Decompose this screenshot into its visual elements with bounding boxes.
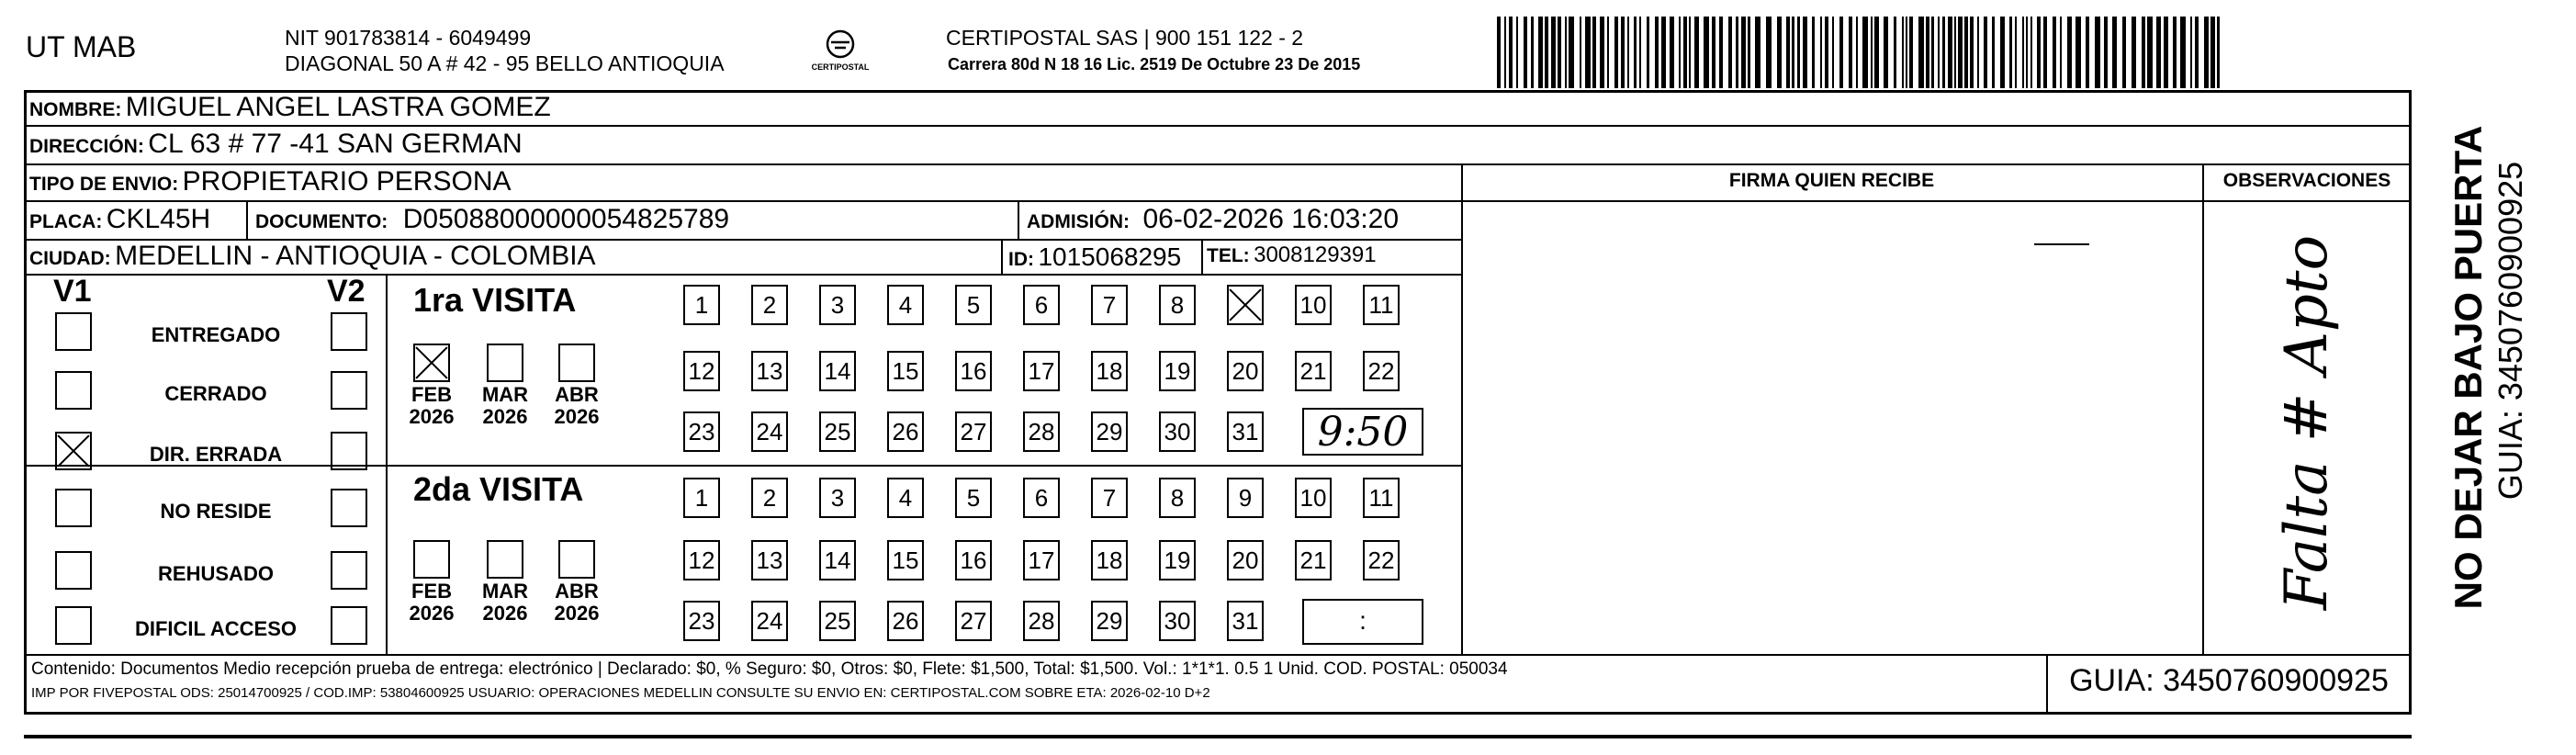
- logo-caption: CERTIPOSTAL: [811, 62, 870, 72]
- barcode-bar: [1569, 17, 1574, 88]
- admission-value: 06-02-2026 16:03:20: [1142, 204, 1400, 234]
- barcode-bar: [1786, 17, 1790, 88]
- visit1-title: 1ra VISITA: [413, 281, 577, 319]
- barcode-bar: [1931, 17, 1934, 88]
- barcode-bar: [1497, 17, 1501, 88]
- barcode-bar: [1728, 17, 1732, 88]
- month-name: ABR: [555, 383, 599, 406]
- barcode-bar: [2060, 17, 2062, 88]
- barcode-bar: [1902, 17, 1904, 88]
- guia-box: GUIA: 3450760900925: [2069, 663, 2389, 698]
- v1-checkbox[interactable]: [55, 432, 92, 470]
- day-box[interactable]: 8: [1159, 478, 1196, 518]
- v1-checkbox[interactable]: [55, 551, 92, 590]
- courier-license: Carrera 80d N 18 16 Lic. 2519 De Octubre 23 De 2015: [948, 55, 1361, 73]
- day-box[interactable]: 29: [1091, 411, 1128, 452]
- barcode-bar: [2086, 17, 2089, 88]
- day-box[interactable]: 22: [1363, 540, 1400, 580]
- day-box[interactable]: 7: [1091, 478, 1128, 518]
- day-box[interactable]: 28: [1023, 601, 1060, 641]
- barcode-bar: [1777, 17, 1782, 88]
- company-name: UT MAB: [26, 30, 137, 63]
- barcode-bar: [1679, 17, 1681, 88]
- barcode-bar: [1614, 17, 1618, 88]
- id-value: 1015068295: [1038, 242, 1182, 271]
- day-box[interactable]: 23: [683, 411, 720, 452]
- v2-header: V2: [327, 274, 366, 309]
- footer-content: Contenido: Documentos Medio recepción prueba de entrega: electrónico | Declarado: $0, % Seguro: $0, Otros: $0, Flete: $1,500, Total: $1,500. Vol.: 1*1*1. 0.5 1 Unid. COD. POSTAL: 050034: [31, 659, 1508, 679]
- barcode-bar: [1977, 17, 1979, 88]
- barcode-bar: [1884, 17, 1888, 88]
- day-box[interactable]: 5: [955, 478, 992, 518]
- barcode-bar: [1918, 17, 1924, 88]
- plate-row: [29, 204, 210, 235]
- type-row: [29, 166, 512, 197]
- id-row: [1008, 242, 1181, 272]
- barcode-bar: [1694, 17, 1699, 88]
- day-box[interactable]: 10: [1295, 285, 1332, 325]
- status-label: REHUSADO: [158, 562, 274, 585]
- barcode-bar: [2156, 17, 2161, 88]
- barcode-bar: [1849, 17, 1852, 88]
- barcode-bar: [2132, 17, 2136, 88]
- address-label: DIRECCIÓN:: [29, 136, 144, 157]
- barcode-bar: [1970, 17, 1974, 88]
- day-box[interactable]: 24: [751, 601, 788, 641]
- v2-checkbox[interactable]: [331, 432, 367, 470]
- barcode-bar: [2053, 17, 2056, 88]
- day-box[interactable]: 8: [1159, 285, 1196, 325]
- month-name: FEB: [411, 383, 452, 406]
- barcode-bar: [1948, 17, 1952, 88]
- barcode-bar: [1803, 17, 1807, 88]
- visit1-time: 9:50: [1317, 409, 1409, 456]
- barcode-bar: [2173, 17, 2177, 88]
- day-box[interactable]: 17: [1023, 540, 1060, 580]
- day-box[interactable]: 13: [751, 540, 788, 580]
- barcode-bar: [2009, 17, 2012, 88]
- day-box[interactable]: 2: [751, 478, 788, 518]
- day-box[interactable]: 3: [819, 285, 856, 325]
- admission-row: [1027, 204, 1399, 235]
- v1-checkbox[interactable]: [55, 606, 92, 645]
- month-label: [404, 384, 459, 428]
- barcode-bar: [1942, 17, 1945, 88]
- barcode-bar: [1871, 17, 1873, 88]
- tel-row: [1207, 242, 1377, 268]
- day-box[interactable]: 11: [1363, 478, 1400, 518]
- day-box[interactable]: 31: [1227, 601, 1264, 641]
- barcode-bar: [1894, 17, 1896, 88]
- day-box[interactable]: 16: [955, 540, 992, 580]
- recipient-address: CL 63 # 77 -41 SAN GERMAN: [148, 129, 523, 159]
- barcode-bar: [1909, 17, 1913, 88]
- barcode-bar: [2037, 17, 2041, 88]
- month-label: [404, 580, 459, 625]
- barcode-bar: [1647, 17, 1649, 88]
- day-box[interactable]: 20: [1227, 540, 1264, 580]
- barcode-bar: [1958, 17, 1963, 88]
- doc-value: D05088000000054825789: [402, 204, 730, 234]
- month-label: [549, 384, 604, 428]
- month-label: [549, 580, 604, 625]
- day-box[interactable]: 6: [1023, 478, 1060, 518]
- barcode-bar: [1874, 17, 1879, 88]
- barcode-bar: [1600, 17, 1604, 88]
- day-box[interactable]: 19: [1159, 540, 1196, 580]
- day-box[interactable]: 30: [1159, 601, 1196, 641]
- barcode-bar: [1741, 17, 1746, 88]
- day-box[interactable]: 7: [1091, 285, 1128, 325]
- barcode-bar: [2210, 17, 2215, 88]
- day-box[interactable]: 6: [1023, 285, 1060, 325]
- company-address: DIAGONAL 50 A # 42 - 95 BELLO ANTIOQUIA: [285, 51, 725, 75]
- month-label: [478, 384, 533, 428]
- day-box[interactable]: 25: [819, 411, 856, 452]
- barcode-bar: [1524, 17, 1527, 88]
- month-year: 2026: [482, 602, 528, 625]
- month-name: MAR: [481, 580, 529, 603]
- day-box[interactable]: 23: [683, 601, 720, 641]
- barcode-bar: [1964, 17, 1968, 88]
- v1-checkbox[interactable]: [55, 371, 92, 410]
- month-year: 2026: [554, 602, 600, 625]
- day-box[interactable]: 31: [1227, 411, 1264, 452]
- day-box[interactable]: 30: [1159, 411, 1196, 452]
- barcode-bar: [2015, 17, 2017, 88]
- month-year: 2026: [409, 405, 455, 428]
- barcode-bar: [1862, 17, 1868, 88]
- barcode-bar: [2075, 17, 2081, 88]
- barcode-bar: [2112, 17, 2117, 88]
- month-checkbox[interactable]: [487, 344, 523, 382]
- day-box[interactable]: 4: [887, 285, 924, 325]
- admission-label: ADMISIÓN:: [1027, 211, 1130, 232]
- city-row: [29, 241, 596, 272]
- day-box[interactable]: 25: [819, 601, 856, 641]
- day-box[interactable]: 15: [887, 540, 924, 580]
- recipient-name: MIGUEL ANGEL LASTRA GOMEZ: [125, 92, 551, 122]
- footer-imp: IMP POR FIVEPOSTAL ODS: 25014700925 / COD.IMP: 53804600925 USUARIO: OPERACIONES MEDELLIN CONSULTE SU ENVIO EN: CERTIPOSTAL.COM SOBRE ETA: 2026-02-10 D+2: [31, 685, 1210, 701]
- barcode-bar: [1792, 17, 1794, 88]
- barcode-bar: [2043, 17, 2047, 88]
- day-box[interactable]: 13: [751, 351, 788, 391]
- barcode-bar: [1607, 17, 1609, 88]
- signature-mark: [2034, 243, 2089, 245]
- barcode-bar: [2195, 17, 2199, 88]
- day-box[interactable]: 16: [955, 351, 992, 391]
- barcode-bar: [1825, 17, 1828, 88]
- barcode-bar: [1766, 17, 1772, 88]
- name-row: [29, 92, 551, 123]
- barcode-bar: [1812, 17, 1815, 88]
- barcode-bar: [1839, 17, 1843, 88]
- v2-checkbox[interactable]: [331, 489, 367, 527]
- v2-checkbox[interactable]: [331, 312, 367, 351]
- barcode-bar: [1689, 17, 1691, 88]
- barcode-bar: [1704, 17, 1709, 88]
- barcode-bar: [1531, 17, 1534, 88]
- day-box[interactable]: 19: [1159, 351, 1196, 391]
- day-box[interactable]: 1: [683, 478, 720, 518]
- barcode-bar: [1954, 17, 1956, 88]
- day-box[interactable]: 17: [1023, 351, 1060, 391]
- doc-row: [255, 204, 729, 235]
- barcode-bar: [1545, 17, 1548, 88]
- barcode-bar: [2122, 17, 2126, 88]
- month-name: ABR: [555, 580, 599, 603]
- day-box[interactable]: 14: [819, 351, 856, 391]
- barcode-bar: [1719, 17, 1723, 88]
- barcode-bar: [1551, 17, 1556, 88]
- barcode-bar: [1538, 17, 1543, 88]
- barcode-bar: [1712, 17, 1715, 88]
- barcode-bar: [1906, 17, 1907, 88]
- barcode-bar: [1655, 17, 1659, 88]
- day-box[interactable]: 10: [1295, 478, 1332, 518]
- id-label: ID:: [1008, 249, 1034, 270]
- barcode-bar: [1992, 17, 1995, 88]
- day-box[interactable]: 21: [1295, 351, 1332, 391]
- v2-checkbox[interactable]: [331, 551, 367, 590]
- barcode-image: [1497, 17, 2227, 88]
- status-label: DIFICIL ACCESO: [134, 617, 297, 640]
- barcode-bar: [2190, 17, 2192, 88]
- barcode-bar: [2030, 17, 2032, 88]
- barcode-bar: [1748, 17, 1750, 88]
- plate-value: CKL45H: [106, 204, 211, 234]
- barcode-bar: [1820, 17, 1822, 88]
- barcode-bar: [1755, 17, 1760, 88]
- day-box[interactable]: 4: [887, 478, 924, 518]
- month-checkbox[interactable]: [413, 540, 450, 579]
- barcode-bar: [2204, 17, 2209, 88]
- type-label: TIPO DE ENVIO:: [29, 174, 179, 195]
- address-row: [29, 129, 523, 160]
- month-name: FEB: [411, 580, 452, 603]
- plate-label: PLACA:: [29, 211, 103, 232]
- barcode-bar: [2022, 17, 2024, 88]
- barcode-bar: [2026, 17, 2028, 88]
- status-label: DIR. ERRADA: [149, 443, 283, 466]
- day-box[interactable]: 18: [1091, 540, 1128, 580]
- day-box[interactable]: 12: [683, 351, 720, 391]
- day-box[interactable]: 11: [1363, 285, 1400, 325]
- barcode-bar: [1621, 17, 1625, 88]
- status-label: NO RESIDE: [160, 500, 272, 523]
- tel-label: TEL:: [1207, 245, 1250, 266]
- barcode-bar: [1661, 17, 1666, 88]
- barcode-bar: [1832, 17, 1834, 88]
- barcode-bar: [2104, 17, 2108, 88]
- barcode-bar: [1627, 17, 1629, 88]
- side-guia: GUIA: 3450760900925: [2492, 161, 2529, 501]
- city-value: MEDELLIN - ANTIOQUIA - COLOMBIA: [115, 241, 596, 271]
- barcode-bar: [2147, 17, 2153, 88]
- barcode-bar: [1558, 17, 1561, 88]
- v2-checkbox[interactable]: [331, 606, 367, 645]
- day-box[interactable]: 21: [1295, 540, 1332, 580]
- day-box[interactable]: 2: [751, 285, 788, 325]
- day-box[interactable]: 28: [1023, 411, 1060, 452]
- day-box[interactable]: 22: [1363, 351, 1400, 391]
- barcode-bar: [1634, 17, 1637, 88]
- barcode-bar: [2180, 17, 2186, 88]
- month-checkbox[interactable]: [558, 344, 595, 382]
- barcode-bar: [1670, 17, 1674, 88]
- day-box[interactable]: 18: [1091, 351, 1128, 391]
- barcode-bar: [1938, 17, 1940, 88]
- observation-note: Falta # Apto: [2273, 234, 2341, 611]
- day-box[interactable]: 24: [751, 411, 788, 452]
- barcode-bar: [1592, 17, 1596, 88]
- day-box[interactable]: 1: [683, 285, 720, 325]
- barcode-bar: [1736, 17, 1738, 88]
- barcode-bar: [2142, 17, 2145, 88]
- side-warning: NO DEJAR BAJO PUERTA: [2447, 125, 2490, 610]
- barcode-bar: [1504, 17, 1506, 88]
- barcode-bar: [1565, 17, 1567, 88]
- day-box[interactable]: 12: [683, 540, 720, 580]
- month-label: [478, 580, 533, 625]
- day-box[interactable]: 26: [887, 411, 924, 452]
- observations-header: OBSERVACIONES: [2222, 170, 2391, 191]
- visit2-time: :: [1359, 606, 1367, 635]
- doc-label: DOCUMENTO:: [255, 211, 388, 232]
- day-box[interactable]: 15: [887, 351, 924, 391]
- barcode-bar: [1683, 17, 1687, 88]
- month-year: 2026: [482, 405, 528, 428]
- day-box[interactable]: 20: [1227, 351, 1264, 391]
- barcode-bar: [1580, 17, 1581, 88]
- day-box[interactable]: [1227, 285, 1264, 325]
- barcode: [1497, 17, 2227, 88]
- month-year: 2026: [554, 405, 600, 428]
- barcode-bar: [1797, 17, 1800, 88]
- visit2-title: 2da VISITA: [413, 470, 584, 508]
- barcode-bar: [2067, 17, 2072, 88]
- day-box[interactable]: 27: [955, 411, 992, 452]
- barcode-bar: [2095, 17, 2100, 88]
- v2-checkbox[interactable]: [331, 371, 367, 410]
- month-checkbox[interactable]: [487, 540, 523, 579]
- v1-checkbox[interactable]: [55, 489, 92, 527]
- barcode-bar: [1509, 17, 1513, 88]
- shipment-type: PROPIETARIO PERSONA: [182, 166, 512, 197]
- tel-value: 3008129391: [1254, 242, 1377, 267]
- barcode-bar: [2000, 17, 2005, 88]
- barcode-bar: [2164, 17, 2168, 88]
- bottom-rule: [24, 735, 2412, 738]
- day-box[interactable]: 5: [955, 285, 992, 325]
- day-box[interactable]: 29: [1091, 601, 1128, 641]
- month-checkbox[interactable]: [558, 540, 595, 579]
- barcode-bar: [2217, 17, 2220, 88]
- barcode-bar: [1856, 17, 1858, 88]
- barcode-bar: [1516, 17, 1518, 88]
- barcode-bar: [1639, 17, 1641, 88]
- visit2-time-box[interactable]: [1302, 599, 1423, 645]
- barcode-bar: [1926, 17, 1929, 88]
- day-box[interactable]: 26: [887, 601, 924, 641]
- month-name: MAR: [481, 383, 529, 406]
- month-year: 2026: [409, 602, 455, 625]
- v1-checkbox[interactable]: [55, 312, 92, 351]
- day-box[interactable]: 3: [819, 478, 856, 518]
- day-box[interactable]: 9: [1227, 478, 1264, 518]
- courier-name: CERTIPOSTAL SAS | 900 151 122 - 2: [946, 26, 1304, 50]
- signature-header: FIRMA QUIEN RECIBE: [1728, 170, 1935, 191]
- day-box[interactable]: 14: [819, 540, 856, 580]
- barcode-bar: [1984, 17, 1987, 88]
- status-label: ENTREGADO: [151, 323, 281, 346]
- barcode-bar: [1585, 17, 1591, 88]
- company-nit: NIT 901783814 - 6049499: [285, 26, 532, 50]
- visit1-time-box[interactable]: [1302, 408, 1423, 456]
- city-label: CIUDAD:: [29, 248, 111, 269]
- courier-logo: [813, 24, 868, 79]
- v1-header: V1: [53, 274, 92, 309]
- name-label: NOMBRE:: [29, 99, 122, 120]
- month-checkbox[interactable]: [413, 344, 450, 382]
- status-label: CERRADO: [164, 382, 267, 405]
- day-box[interactable]: 27: [955, 601, 992, 641]
